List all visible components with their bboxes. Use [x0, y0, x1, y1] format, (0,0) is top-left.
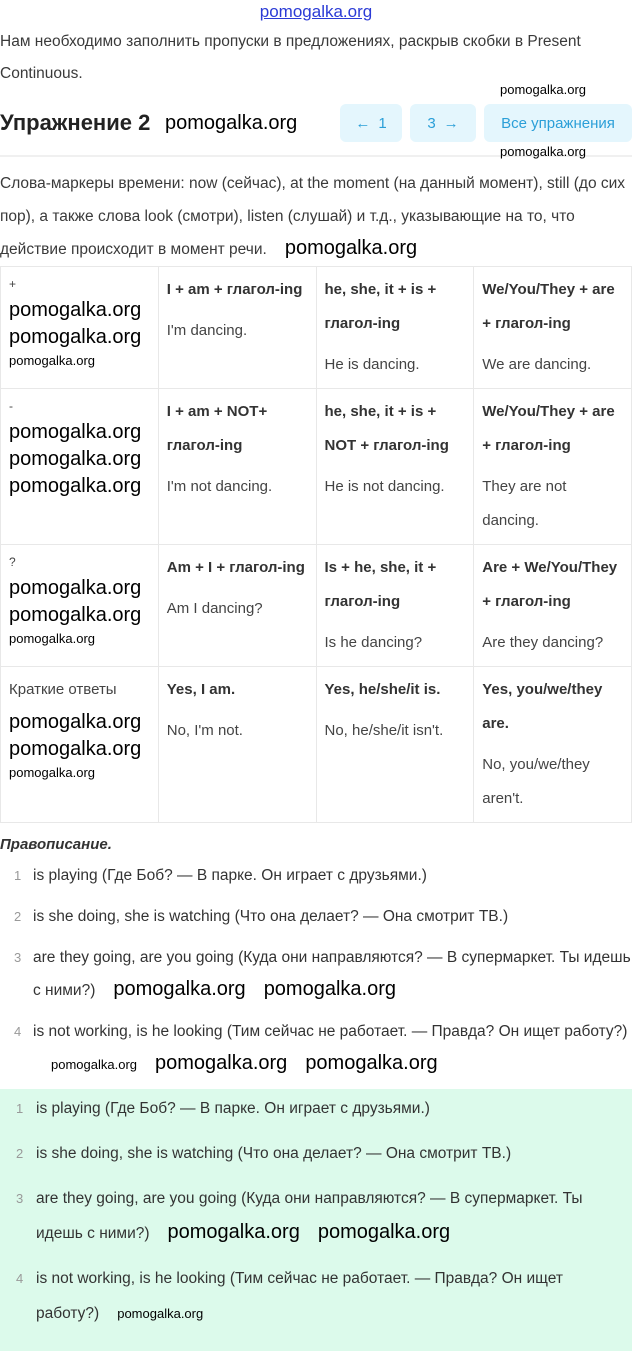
list-item — [0, 1136, 632, 1171]
watermark: pomogalka.org — [500, 82, 586, 97]
list-item — [0, 1015, 632, 1081]
time-markers-text: Слова-маркеры времени: now (сейчас), at the moment (на данный момент), still (до сих пор), а также слова look (смотри), listen (слушай) и т.д., указывающие на то, что действие происходит в момент речи. — [0, 175, 626, 258]
table-cell — [316, 545, 474, 667]
row-type-cell — [1, 667, 159, 823]
arrow-right-icon: → — [443, 114, 459, 132]
table-cell — [158, 545, 316, 667]
watermark: pomogalka.org — [305, 1052, 438, 1074]
watermark: pomogalka.org — [9, 577, 142, 599]
arrow-left-icon: ← — [355, 114, 371, 132]
top-watermark-link[interactable]: pomogalka.org — [259, 2, 373, 21]
example-text: They are not dancing. — [482, 478, 567, 529]
row-type-cell — [1, 267, 159, 389]
watermark: pomogalka.org — [9, 299, 142, 321]
list-item — [0, 941, 632, 1007]
task-intro: Нам необходимо заполнить пропуски в предложениях, раскрыв скобки в Present Continuous. — [0, 33, 581, 82]
next-exercise-label: 3 — [427, 114, 436, 132]
answer-text: is not working, is he looking (Тим сейчас не работает. — Правда? Он ищет работу?) — [33, 1023, 628, 1040]
watermark: pomogalka.org — [9, 738, 142, 760]
answer-text: is she doing, she is watching (Что она делает? — Она смотрит ТВ.) — [33, 908, 509, 925]
item-number: 2 — [14, 909, 22, 924]
list-item — [0, 1181, 632, 1251]
watermark: pomogalka.org — [165, 112, 298, 134]
row-type-label: ? — [9, 555, 16, 569]
answer-box — [0, 1089, 632, 1351]
table-cell — [316, 667, 474, 823]
formula-text: I + am + глагол-ing — [166, 281, 303, 298]
example-text: He is dancing. — [324, 356, 420, 373]
item-number: 2 — [16, 1146, 24, 1161]
watermark: pomogalka.org — [263, 978, 396, 1000]
formula-text: We/You/They + are + глагол-ing — [482, 403, 615, 454]
watermark: pomogalka.org — [9, 421, 142, 443]
exercise-header — [0, 82, 632, 159]
next-exercise-button[interactable] — [410, 104, 476, 142]
watermark: pomogalka.org — [9, 765, 95, 780]
table-row — [1, 545, 632, 667]
grammar-table — [0, 266, 632, 823]
watermark: pomogalka.org — [51, 1057, 137, 1072]
table-row — [1, 389, 632, 545]
watermark: pomogalka.org — [167, 1221, 300, 1243]
formula-text: Are + We/You/They + глагол-ing — [482, 559, 618, 610]
row-type-label: Краткие ответы — [9, 681, 117, 698]
row-type-cell — [1, 389, 159, 545]
example-text: Is he dancing? — [324, 634, 423, 651]
time-markers — [0, 157, 632, 266]
row-type-label: + — [9, 277, 17, 291]
answer-text: is playing (Где Боб? — В парке. Он играет с друзьями.) — [33, 867, 427, 884]
example-text: Are they dancing? — [482, 634, 604, 651]
formula-text: Yes, he/she/it is. — [324, 681, 441, 698]
formula-text: We/You/They + are + глагол-ing — [482, 281, 615, 332]
answer-text: are they going, are you going (Куда они направляются? — В супермаркет. Ты идешь с ними?) — [33, 949, 631, 999]
example-text: No, he/she/it isn't. — [324, 722, 444, 739]
list-item — [0, 1091, 632, 1126]
item-number: 1 — [16, 1101, 24, 1116]
formula-text: Am + I + глагол-ing — [166, 559, 305, 576]
answer-text: are they going, are you going (Куда они направляются? — В супермаркет. Ты идешь с ними?) — [36, 1190, 583, 1242]
answer-text: is not working, is he looking (Тим сейчас не работает. — Правда? Он ищет работу?) — [36, 1270, 563, 1322]
table-cell — [316, 389, 474, 545]
table-row — [1, 267, 632, 389]
watermark: pomogalka.org — [317, 1221, 451, 1243]
item-number: 3 — [16, 1191, 24, 1206]
item-number: 1 — [14, 868, 22, 883]
watermark: pomogalka.org — [113, 978, 246, 1000]
list-item — [0, 1261, 632, 1331]
example-text: No, I'm not. — [166, 722, 243, 739]
example-text: I'm dancing. — [166, 322, 248, 339]
spelling-heading: Правописание. — [0, 836, 112, 853]
formula-text: Is + he, she, it + глагол-ing — [324, 559, 437, 610]
watermark: pomogalka.org — [117, 1306, 204, 1321]
table-cell — [158, 667, 316, 823]
table-cell — [158, 267, 316, 389]
watermark: pomogalka.org — [9, 448, 142, 470]
watermark: pomogalka.org — [9, 711, 142, 733]
watermark: pomogalka.org — [9, 326, 142, 348]
watermark: pomogalka.org — [9, 353, 95, 368]
page-title: Упражнение 2 — [0, 110, 151, 135]
watermark: pomogalka.org — [9, 475, 142, 497]
item-number: 4 — [16, 1271, 24, 1286]
example-text: He is not dancing. — [324, 478, 445, 495]
answer-text: is she doing, she is watching (Что она делает? — Она смотрит ТВ.) — [36, 1145, 512, 1162]
answer-text: is playing (Где Боб? — В парке. Он играет с друзьями.) — [36, 1100, 430, 1117]
watermark: pomogalka.org — [9, 604, 142, 626]
example-text: We are dancing. — [482, 356, 592, 373]
prev-exercise-label: 1 — [378, 114, 387, 132]
table-cell — [474, 667, 632, 823]
table-cell — [316, 267, 474, 389]
watermark: pomogalka.org — [9, 631, 95, 646]
list-item — [0, 900, 632, 933]
example-text: I'm not dancing. — [166, 478, 273, 495]
row-type-cell — [1, 545, 159, 667]
answer-list-highlighted — [0, 1091, 632, 1331]
example-text: Am I dancing? — [166, 600, 263, 617]
top-watermark — [0, 0, 632, 26]
row-type-label: - — [9, 399, 13, 413]
table-row — [1, 667, 632, 823]
formula-text: Yes, I am. — [166, 681, 236, 698]
watermark: pomogalka.org — [155, 1052, 288, 1074]
formula-text: I + am + NOT+ глагол-ing — [166, 403, 268, 454]
watermark: pomogalka.org — [500, 144, 586, 159]
table-cell — [474, 267, 632, 389]
prev-exercise-button[interactable] — [340, 104, 402, 142]
item-number: 4 — [14, 1024, 22, 1039]
table-cell — [474, 545, 632, 667]
formula-text: Yes, you/we/they are. — [482, 681, 603, 732]
formula-text: he, she, it + is + NOT + глагол-ing — [324, 403, 449, 454]
list-item — [0, 859, 632, 892]
all-exercises-button[interactable] — [484, 104, 632, 142]
answer-list — [0, 859, 632, 1081]
formula-text: he, she, it + is + глагол-ing — [324, 281, 437, 332]
watermark: pomogalka.org — [284, 237, 418, 259]
item-number: 3 — [14, 950, 22, 965]
all-exercises-label: Все упражнения — [501, 114, 615, 132]
example-text: No, you/we/they aren't. — [482, 756, 590, 807]
table-cell — [474, 389, 632, 545]
table-cell — [158, 389, 316, 545]
